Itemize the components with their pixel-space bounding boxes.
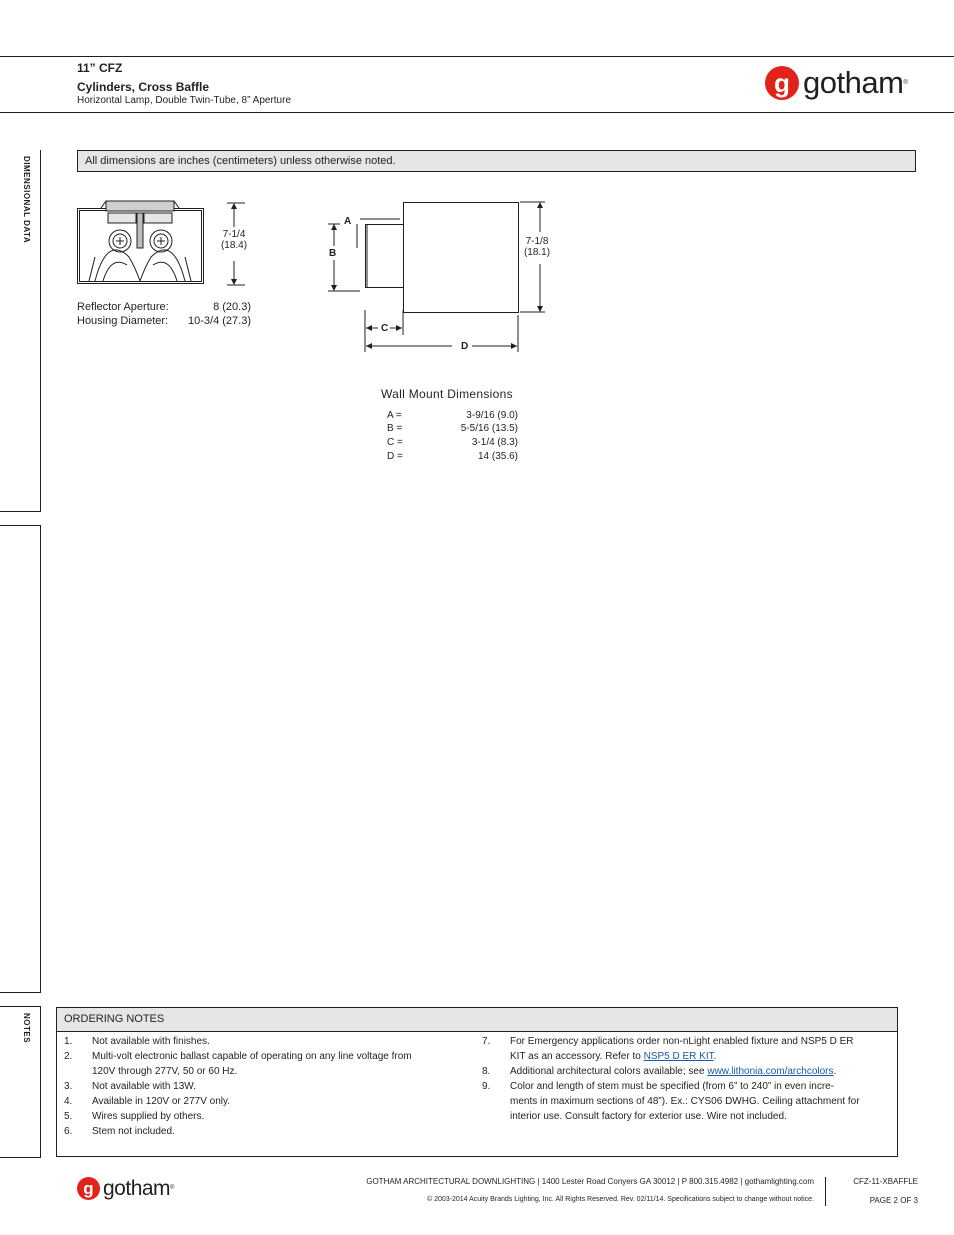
note-item (482, 1064, 892, 1079)
header-top-rule (0, 56, 954, 57)
note-text: 120V through 277V, 50 or 60 Hz. (92, 1066, 238, 1077)
note-text: interior use. Consult factory for exterior use. Wire not included. (510, 1111, 787, 1122)
note-text: Not available with 13W. (92, 1081, 196, 1092)
footer-brand-name: gotham (103, 1177, 171, 1200)
side-tab-notes (0, 1006, 41, 1158)
ordering-notes-heading: ORDERING NOTES (57, 1008, 897, 1032)
dim-letter-a: A (344, 216, 352, 227)
gotham-g-icon: g (765, 66, 799, 100)
footer-brand-reg: ® (170, 1185, 174, 1191)
note-text: Color and length of stem must be specified (from 6” to 240” in even incre- (510, 1081, 835, 1092)
note-text: Not available with finishes. (92, 1036, 210, 1047)
side-height-cm: (18.1) (523, 247, 551, 258)
footer-product-code: CFZ-11-XBAFFLE (853, 1177, 918, 1186)
note-text-segment: . (833, 1066, 837, 1077)
header-bottom-rule (0, 112, 954, 113)
footer-page-number: PAGE 2 OF 3 (869, 1196, 918, 1205)
note-number: 8. (482, 1066, 491, 1077)
note-item (64, 1049, 464, 1079)
wall-mount-value: 3-9/16 (9.0) (466, 410, 518, 421)
side-tab-notes-label: NOTES (22, 1013, 31, 1044)
footer-gotham-g-icon: g (77, 1177, 100, 1200)
dim-letter-b: B (329, 248, 337, 259)
spec-label: Reflector Aperture: (77, 301, 169, 313)
product-title: 11” CFZ (77, 61, 123, 75)
front-height-cm: (18.4) (220, 240, 248, 251)
dim-letter-d: D (461, 341, 469, 352)
dimensions-notice: All dimensions are inches (centimeters) unless otherwise noted. (77, 150, 916, 172)
wall-mount-key: C = (387, 437, 403, 448)
archcolors-link[interactable]: www.lithonia.com/archcolors (707, 1066, 834, 1077)
footer-divider (825, 1177, 826, 1206)
note-number: 6. (64, 1126, 73, 1137)
note-number: 9. (482, 1081, 491, 1092)
spec-value: 10-3/4 (27.3) (188, 315, 251, 327)
spec-label: Housing Diameter: (77, 315, 169, 327)
side-tab-blank (0, 525, 41, 993)
note-text: For Emergency applications order non-nLight enabled fixture and NSP5 D ER (510, 1036, 854, 1047)
footer-address: GOTHAM ARCHITECTURAL DOWNLIGHTING | 1400 Lester Road Conyers GA 30012 | P 800.315.4982 | gothamlighting.com (366, 1177, 814, 1186)
note-text (510, 1064, 836, 1079)
note-text-segment: Additional architectural colors available; see (510, 1066, 708, 1077)
gotham-logo (765, 66, 907, 100)
nsp5-kit-link[interactable]: NSP5 D ER KIT (643, 1051, 714, 1062)
note-number: 2. (64, 1051, 73, 1062)
brand-reg: ® (903, 80, 908, 86)
product-subtitle: Cylinders, Cross Baffle (77, 80, 210, 94)
note-number: 5. (64, 1111, 73, 1122)
note-item (64, 1094, 464, 1109)
side-tab-dimensional (0, 150, 41, 512)
note-text (510, 1049, 716, 1064)
spec-value: 8 (20.3) (213, 301, 251, 313)
note-text: ments in maximum sections of 48”). Ex.: CYS06 DWHG. Ceiling attachment for (510, 1096, 860, 1107)
front-height-dim (214, 229, 254, 251)
side-view-drawing (320, 190, 560, 360)
side-height-dim (518, 236, 556, 258)
wall-mount-value: 14 (35.6) (477, 451, 518, 462)
front-height-in: 7-1/4 (222, 229, 246, 240)
note-item (64, 1109, 464, 1124)
note-text: Stem not included. (92, 1126, 175, 1137)
wall-mount-value: 5-5/16 (13.5) (460, 423, 518, 434)
note-text: Available in 120V or 277V only. (92, 1096, 231, 1107)
wall-mount-value: 3-1/4 (8.3) (471, 437, 518, 448)
wall-mount-key: A = (387, 410, 402, 421)
side-tab-dimensional-label: DIMENSIONAL DATA (22, 156, 31, 244)
note-text-segment: KIT as an accessory. Refer to (510, 1051, 644, 1062)
note-item (482, 1034, 892, 1064)
product-description: Horizontal Lamp, Double Twin-Tube, 8” Aperture (77, 95, 291, 106)
wall-mount-key: B = (387, 423, 403, 434)
side-height-in: 7-1/8 (525, 236, 549, 247)
note-item (64, 1079, 464, 1094)
note-text-segment: . (713, 1051, 717, 1062)
note-text: Wires supplied by others. (92, 1111, 205, 1122)
note-number: 1. (64, 1036, 73, 1047)
note-text: Multi-volt electronic ballast capable of operating on any line voltage from (92, 1051, 412, 1062)
footer-gotham-logo (77, 1177, 174, 1200)
note-item (64, 1124, 464, 1139)
note-number: 3. (64, 1081, 73, 1092)
note-number: 7. (482, 1036, 491, 1047)
note-item (64, 1034, 464, 1049)
note-number: 4. (64, 1096, 73, 1107)
wall-mount-key: D = (387, 451, 403, 462)
wall-mount-title: Wall Mount Dimensions (381, 387, 513, 401)
brand-name: gotham (803, 65, 904, 100)
footer-copyright: © 2003-2014 Acuity Brands Lighting, Inc. All Rights Reserved. Rev. 02/11/14. Specifications subject to change without notice. (426, 1196, 814, 1203)
note-item (482, 1079, 892, 1124)
ordering-notes (56, 1007, 898, 1157)
dim-letter-c: C (381, 323, 389, 334)
